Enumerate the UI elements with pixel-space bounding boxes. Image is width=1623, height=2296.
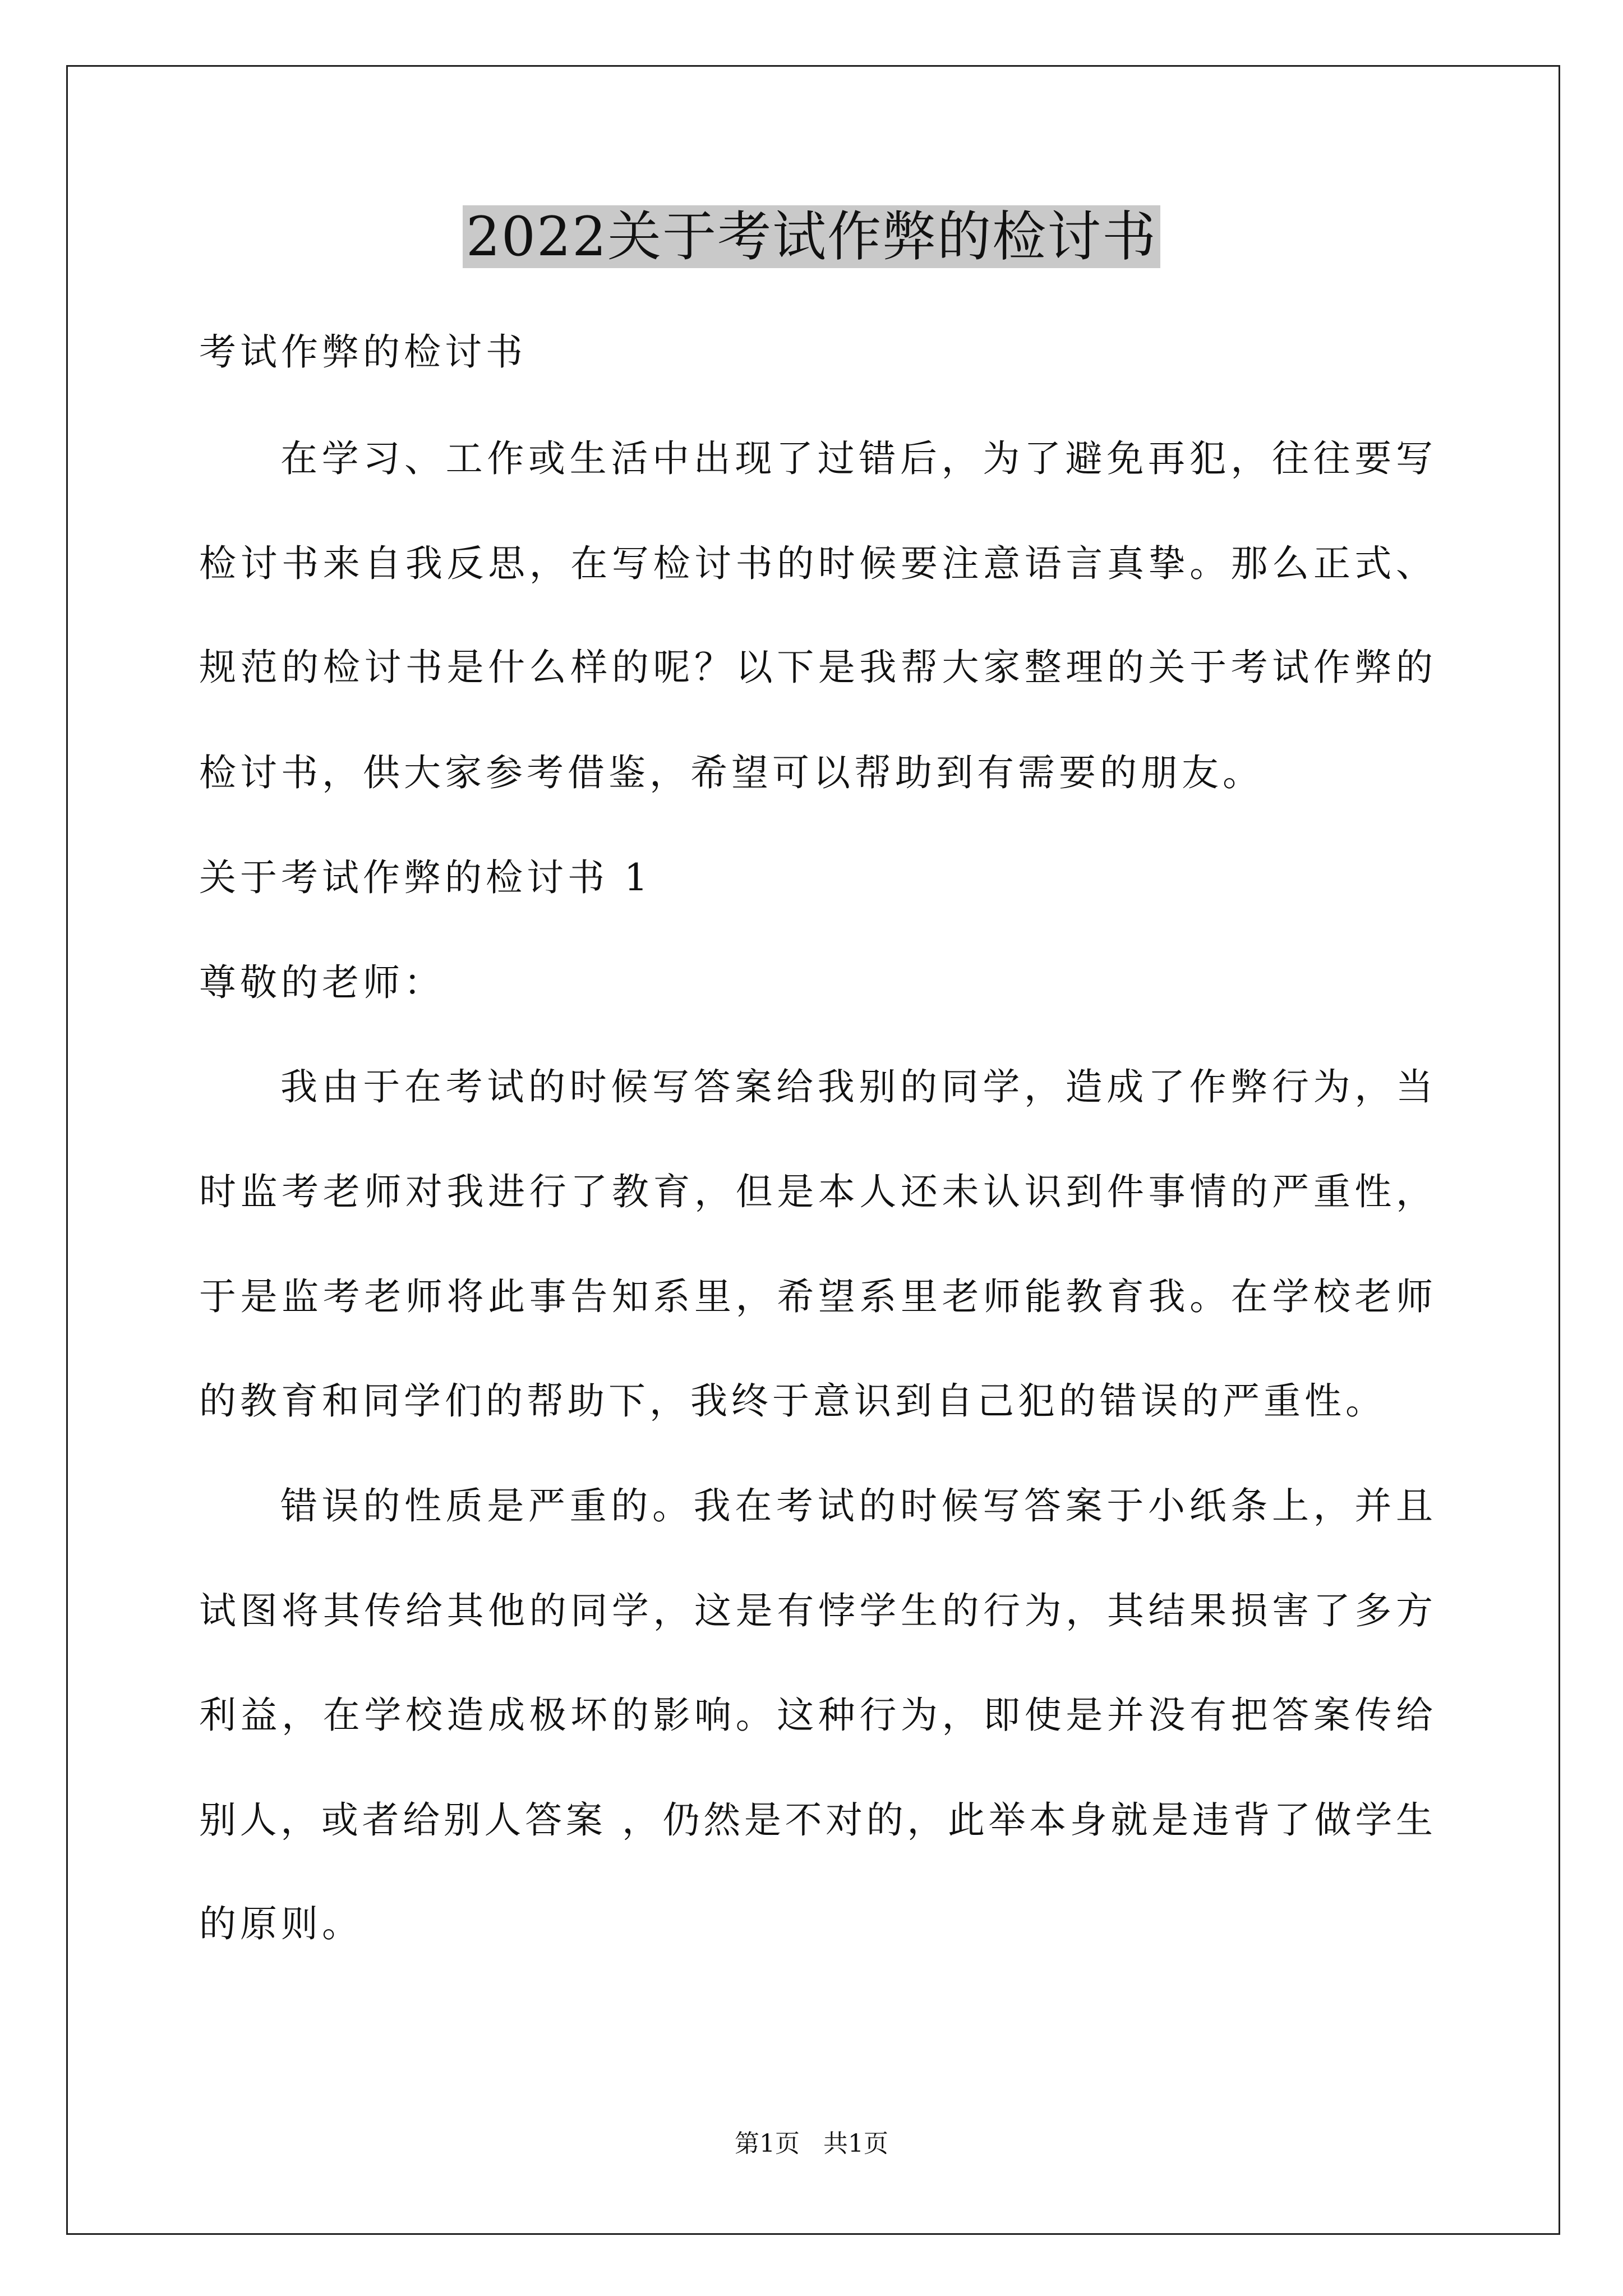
document-title: 2022关于考试作弊的检讨书 (0, 197, 1623, 276)
paragraph-line: 时监考老师对我进行了教育，但是本人还未认识到件事情的严重性， (199, 1170, 1433, 1213)
intro-line: 在学习、工作或生活中出现了过错后，为了避免再犯，往往要写 (280, 437, 1433, 480)
paragraph-line: 别人，或者给别人答案 ，仍然是不对的，此举本身就是违背了做学生 (199, 1798, 1433, 1842)
section-heading: 关于考试作弊的检讨书 1 (199, 856, 652, 899)
paragraph-line: 试图将其传给其他的同学，这是有悖学生的行为，其结果损害了多方 (199, 1589, 1433, 1632)
intro-line: 检讨书来自我反思，在写检讨书的时候要注意语言真挚。那么正式、 (199, 542, 1433, 585)
page-footer: 第1页 共1页 (735, 2129, 888, 2158)
paragraph-line: 于是监考老师将此事告知系里，希望系里老师能教育我。在学校老师 (199, 1275, 1433, 1318)
paragraph-line: 我由于在考试的时候写答案给我别的同学，造成了作弊行为，当 (280, 1065, 1433, 1108)
paragraph-line: 的教育和同学们的帮助下，我终于意识到自己犯的错误的严重性。 (199, 1379, 1386, 1423)
salutation: 尊敬的老师： (199, 961, 445, 1004)
intro-line: 规范的检讨书是什么样的呢？以下是我帮大家整理的关于考试作弊的 (199, 646, 1433, 689)
paragraph-line: 利益，在学校造成极坏的影响。这种行为，即使是并没有把答案传给 (199, 1694, 1433, 1737)
intro-line: 检讨书，供大家参考借鉴，希望可以帮助到有需要的朋友。 (199, 751, 1264, 794)
document-subtitle: 考试作弊的检讨书 (199, 330, 527, 374)
paragraph-line: 错误的性质是严重的。我在考试的时候写答案于小纸条上，并且 (280, 1484, 1433, 1527)
paragraph-line: 的原则。 (199, 1902, 363, 1945)
